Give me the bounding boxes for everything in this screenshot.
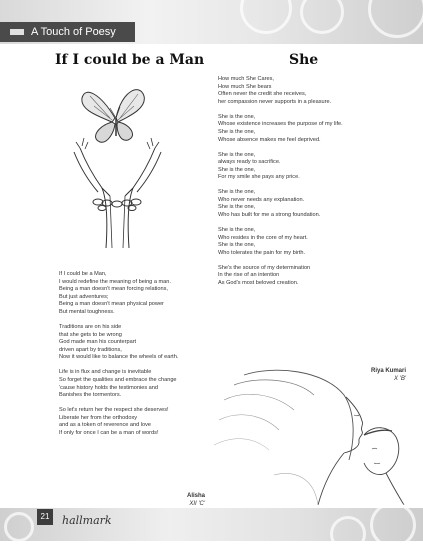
- stanza: [59, 407, 178, 437]
- poem-line: If only for once I can be a man of words!: [59, 429, 159, 436]
- section-marker: [10, 29, 24, 35]
- poem-line: So forget the qualities and embrace the change: [59, 376, 177, 383]
- poem-line: Who never needs any explanation.: [218, 196, 305, 203]
- poem-title-man: If I could be a Man: [55, 52, 205, 68]
- stanza: [218, 265, 343, 288]
- author-name: Alisha: [186, 493, 205, 499]
- stanza: [218, 152, 343, 182]
- stanza: [218, 227, 343, 257]
- poem-line: How much She Cares,: [218, 76, 274, 82]
- poem-line: She is the one,: [218, 242, 256, 249]
- poem-line: and as a token of reverence and love: [59, 422, 152, 429]
- poem-line: She is the one,: [218, 204, 256, 211]
- stanza: [218, 76, 343, 106]
- poem-line: She is the one,: [218, 151, 256, 158]
- section-title: A Touch of Poesy: [31, 26, 116, 38]
- poem-line: She is the one,: [218, 113, 256, 120]
- poem-line: God made man his counterpart: [59, 339, 137, 346]
- poem-line: Often never the credit she receives,: [218, 91, 307, 98]
- poem-line: Liberate her from the orthodoxy: [59, 414, 138, 421]
- poem-line: Who tolerates the pain for my birth.: [218, 249, 306, 256]
- poem-line: Whose existence increases the purpose of my life.: [218, 121, 343, 128]
- decorative-ring: [240, 0, 292, 34]
- decorative-ring: [368, 0, 423, 38]
- poem-line: Traditions are on his side: [59, 323, 122, 330]
- author-class: XII 'C': [189, 501, 205, 507]
- poem-title-she: She: [289, 52, 319, 68]
- poem-body-man: [59, 271, 178, 445]
- author-name: Riya Kumari: [370, 368, 406, 374]
- poem-line: Being a man doesn't mean physical power: [59, 301, 164, 308]
- author-credit: [150, 492, 205, 508]
- stanza: [59, 369, 178, 399]
- poem-line: She's the source of my determination: [218, 264, 311, 271]
- poem-line: She is the one,: [218, 128, 256, 135]
- poem-line: So let's return her the respect she deserves!: [59, 407, 169, 414]
- poem-line: She is the one,: [218, 227, 256, 234]
- poem-line: She is the one,: [218, 166, 256, 173]
- poem-line: Life is in flux and change is inevitable: [59, 369, 152, 376]
- decorative-ring: [330, 516, 366, 552]
- poem-line: driven apart by traditions,: [59, 346, 122, 353]
- poem-line: 'cause history holds the testimonies and: [59, 384, 159, 391]
- section-label: [0, 22, 135, 42]
- stanza: [59, 271, 178, 317]
- stanza: [59, 324, 178, 362]
- poem-line: her compassion never supports in a pleasure.: [218, 98, 332, 105]
- poem-line: Now it would like to balance the wheels of earth.: [59, 354, 179, 361]
- brand-logo: hallmark: [62, 514, 112, 527]
- decorative-ring: [370, 502, 416, 548]
- poem-line: For my smile she pays any price.: [218, 174, 300, 181]
- butterfly-hands-illustration: [60, 78, 180, 248]
- poem-line: She is the one,: [218, 189, 256, 196]
- poem-line: Who resides in the core of my heart.: [218, 234, 308, 241]
- poem-line: Who has built for me a strong foundation.: [218, 212, 321, 219]
- stanza: [218, 114, 343, 144]
- poem-line: How much She bears: [218, 83, 272, 90]
- poem-line: Banishes the tormentors.: [59, 392, 122, 399]
- decorative-ring: [4, 512, 34, 542]
- page-number: 21: [37, 509, 53, 525]
- poem-body-she: [218, 76, 343, 295]
- poem-line: that she gets to be wrong: [59, 331, 122, 338]
- decorative-ring: [300, 0, 344, 34]
- poem-line: Whose absence makes me feel deprived.: [218, 136, 321, 143]
- poem-line: As God's most beloved creation.: [218, 280, 299, 287]
- poem-line: I would redefine the meaning of being a man.: [59, 278, 171, 285]
- poem-line: If I could be a Man,: [59, 271, 107, 277]
- poem-line: Being a man doesn't mean forcing relations,: [59, 286, 168, 293]
- author-class: X 'B': [394, 376, 406, 382]
- poem-line: In the rise of an intention: [218, 272, 280, 279]
- poem-line: always ready to sacrifice.: [218, 159, 281, 166]
- poem-line: But just adventures;: [59, 293, 109, 300]
- stanza: [218, 189, 343, 219]
- poem-line: But mental toughness.: [59, 308, 115, 315]
- mother-child-illustration: [214, 365, 414, 505]
